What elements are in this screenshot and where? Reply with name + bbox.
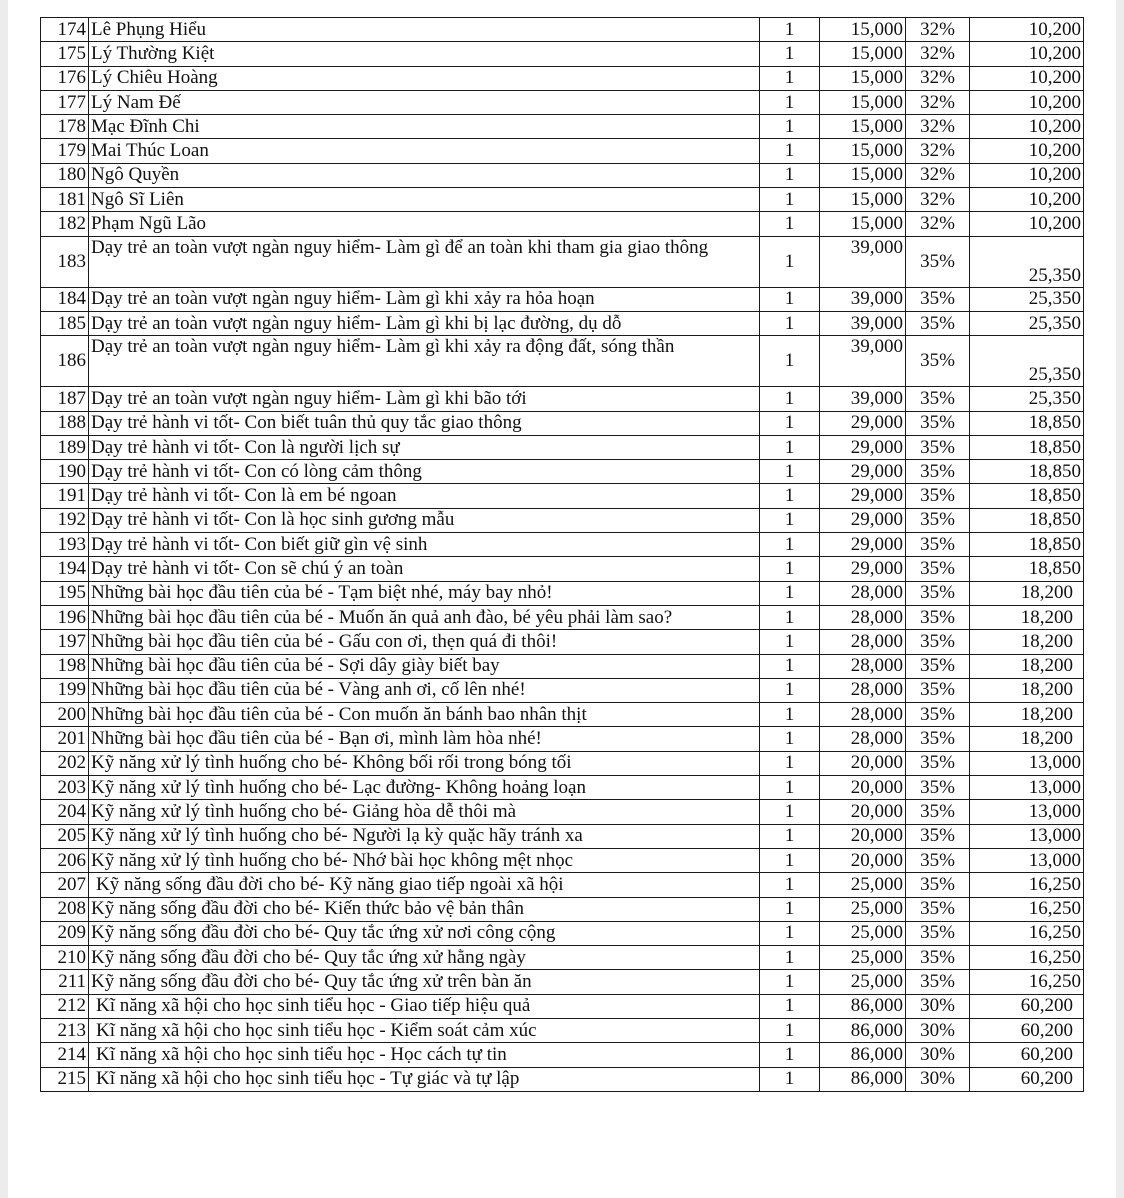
net-price-cell: 10,200: [970, 188, 1084, 212]
list-price-cell: 20,000: [820, 776, 906, 800]
list-price-cell: 15,000: [820, 18, 906, 42]
row-number-cell: 179: [41, 139, 89, 163]
row-number-cell: 212: [41, 994, 89, 1018]
table-row: [41, 236, 1084, 287]
discount-rate-cell: 35%: [906, 824, 970, 848]
row-number-cell: 202: [41, 751, 89, 775]
book-title-cell: Dạy trẻ hành vi tốt- Con có lòng cảm thông: [89, 460, 760, 484]
list-price-cell: 29,000: [820, 484, 906, 508]
net-price-cell: 60,200: [970, 1067, 1084, 1091]
net-price-cell: 16,250: [970, 921, 1084, 945]
quantity-cell: 1: [760, 776, 820, 800]
list-price-cell: 29,000: [820, 508, 906, 532]
quantity-cell: 1: [760, 484, 820, 508]
quantity-cell: 1: [760, 311, 820, 335]
list-price-cell: 28,000: [820, 630, 906, 654]
book-title-cell: Dạy trẻ an toàn vượt ngàn nguy hiểm- Làm gì khi bão tới: [89, 387, 760, 411]
list-price-cell: 39,000: [820, 336, 906, 387]
discount-rate-cell: 30%: [906, 994, 970, 1018]
table-row: [41, 727, 1084, 751]
quantity-cell: 1: [760, 115, 820, 139]
book-title-cell: Dạy trẻ an toàn vượt ngàn nguy hiểm- Làm gì khi bị lạc đường, dụ dỗ: [89, 311, 760, 335]
discount-rate-cell: 35%: [906, 897, 970, 921]
quantity-cell: 1: [760, 946, 820, 970]
list-price-cell: 20,000: [820, 751, 906, 775]
net-price-cell: 10,200: [970, 66, 1084, 90]
book-title-cell: Dạy trẻ an toàn vượt ngàn nguy hiểm- Làm gì khi xảy ra động đất, sóng thần: [89, 336, 760, 387]
book-title-cell: Kỹ năng sống đầu đời cho bé- Kiến thức bảo vệ bản thân: [89, 897, 760, 921]
discount-rate-cell: 32%: [906, 18, 970, 42]
row-number-cell: 209: [41, 921, 89, 945]
discount-rate-cell: 35%: [906, 654, 970, 678]
table-row: [41, 336, 1084, 387]
table-row: [41, 848, 1084, 872]
table-row: [41, 751, 1084, 775]
quantity-cell: 1: [760, 411, 820, 435]
list-price-cell: 29,000: [820, 435, 906, 459]
list-price-cell: 15,000: [820, 66, 906, 90]
discount-rate-cell: 35%: [906, 581, 970, 605]
table-row: [41, 776, 1084, 800]
quantity-cell: 1: [760, 800, 820, 824]
book-title-cell: Dạy trẻ hành vi tốt- Con là người lịch sự: [89, 435, 760, 459]
table-row: [41, 703, 1084, 727]
row-number-cell: 181: [41, 188, 89, 212]
book-title-cell: Kỹ năng xử lý tình huống cho bé- Lạc đường- Không hoảng loạn: [89, 776, 760, 800]
discount-rate-cell: 35%: [906, 557, 970, 581]
book-title-cell: Mạc Đĩnh Chi: [89, 115, 760, 139]
book-title-cell: Những bài học đầu tiên của bé - Bạn ơi, mình làm hòa nhé!: [89, 727, 760, 751]
book-title-cell: Phạm Ngũ Lão: [89, 212, 760, 236]
discount-rate-cell: 35%: [906, 533, 970, 557]
row-number-cell: 182: [41, 212, 89, 236]
table-row: [41, 946, 1084, 970]
table-row: [41, 163, 1084, 187]
list-price-cell: 15,000: [820, 115, 906, 139]
book-title-cell: Dạy trẻ hành vi tốt- Con biết giữ gìn vệ sinh: [89, 533, 760, 557]
net-price-cell: 18,200: [970, 581, 1084, 605]
discount-rate-cell: 32%: [906, 66, 970, 90]
quantity-cell: 1: [760, 727, 820, 751]
quantity-cell: 1: [760, 435, 820, 459]
book-title-cell: Lý Thường Kiệt: [89, 42, 760, 66]
discount-rate-cell: 35%: [906, 484, 970, 508]
net-price-cell: 13,000: [970, 800, 1084, 824]
list-price-cell: 29,000: [820, 411, 906, 435]
row-number-cell: 186: [41, 336, 89, 387]
row-number-cell: 189: [41, 435, 89, 459]
row-number-cell: 210: [41, 946, 89, 970]
row-number-cell: 199: [41, 678, 89, 702]
row-number-cell: 194: [41, 557, 89, 581]
net-price-cell: 18,200: [970, 678, 1084, 702]
table-row: [41, 508, 1084, 532]
net-price-cell: 18,850: [970, 533, 1084, 557]
quantity-cell: 1: [760, 654, 820, 678]
table-row: [41, 654, 1084, 678]
quantity-cell: 1: [760, 508, 820, 532]
book-title-cell: Kĩ năng xã hội cho học sinh tiểu học - Học cách tự tin: [89, 1043, 760, 1067]
table-row: [41, 212, 1084, 236]
list-price-cell: 25,000: [820, 946, 906, 970]
book-title-cell: Dạy trẻ hành vi tốt- Con là em bé ngoan: [89, 484, 760, 508]
discount-rate-cell: 32%: [906, 139, 970, 163]
table-row: [41, 557, 1084, 581]
quantity-cell: 1: [760, 921, 820, 945]
table-row: [41, 460, 1084, 484]
table-row: [41, 139, 1084, 163]
row-number-cell: 193: [41, 533, 89, 557]
viewer-right-margin: [1116, 0, 1124, 1198]
list-price-cell: 15,000: [820, 139, 906, 163]
quantity-cell: 1: [760, 897, 820, 921]
discount-rate-cell: 35%: [906, 921, 970, 945]
row-number-cell: 183: [41, 236, 89, 287]
discount-rate-cell: 35%: [906, 751, 970, 775]
row-number-cell: 195: [41, 581, 89, 605]
discount-rate-cell: 35%: [906, 508, 970, 532]
book-title-cell: Kỹ năng sống đầu đời cho bé- Quy tắc ứng xử hằng ngày: [89, 946, 760, 970]
book-title-cell: Mai Thúc Loan: [89, 139, 760, 163]
discount-rate-cell: 30%: [906, 1067, 970, 1091]
net-price-cell: 16,250: [970, 873, 1084, 897]
table-row: [41, 387, 1084, 411]
list-price-cell: 86,000: [820, 1067, 906, 1091]
table-row: [41, 90, 1084, 114]
net-price-cell: 18,850: [970, 411, 1084, 435]
table-row: [41, 533, 1084, 557]
row-number-cell: 206: [41, 848, 89, 872]
discount-rate-cell: 35%: [906, 435, 970, 459]
book-title-cell: Lý Nam Đế: [89, 90, 760, 114]
quantity-cell: 1: [760, 460, 820, 484]
net-price-cell: 13,000: [970, 751, 1084, 775]
quantity-cell: 1: [760, 66, 820, 90]
book-title-cell: Ngô Sĩ Liên: [89, 188, 760, 212]
table-row: [41, 897, 1084, 921]
net-price-cell: 13,000: [970, 776, 1084, 800]
quantity-cell: 1: [760, 703, 820, 727]
list-price-cell: 28,000: [820, 727, 906, 751]
net-price-cell: 25,350: [970, 287, 1084, 311]
quantity-cell: 1: [760, 848, 820, 872]
table-row: [41, 115, 1084, 139]
net-price-cell: 18,200: [970, 630, 1084, 654]
list-price-cell: 28,000: [820, 654, 906, 678]
discount-rate-cell: 35%: [906, 678, 970, 702]
net-price-cell: 13,000: [970, 848, 1084, 872]
quantity-cell: 1: [760, 212, 820, 236]
net-price-cell: 10,200: [970, 115, 1084, 139]
list-price-cell: 86,000: [820, 994, 906, 1018]
discount-rate-cell: 32%: [906, 188, 970, 212]
discount-rate-cell: 32%: [906, 212, 970, 236]
list-price-cell: 86,000: [820, 1018, 906, 1042]
row-number-cell: 201: [41, 727, 89, 751]
row-number-cell: 205: [41, 824, 89, 848]
net-price-cell: 25,350: [970, 387, 1084, 411]
net-price-cell: 25,350: [970, 336, 1084, 387]
book-title-cell: Lý Chiêu Hoàng: [89, 66, 760, 90]
book-title-cell: Dạy trẻ hành vi tốt- Con sẽ chú ý an toàn: [89, 557, 760, 581]
quantity-cell: 1: [760, 678, 820, 702]
discount-rate-cell: 35%: [906, 605, 970, 629]
table-row: [41, 1018, 1084, 1042]
list-price-cell: 28,000: [820, 581, 906, 605]
list-price-cell: 20,000: [820, 824, 906, 848]
discount-rate-cell: 32%: [906, 163, 970, 187]
row-number-cell: 190: [41, 460, 89, 484]
book-title-cell: Những bài học đầu tiên của bé - Vàng anh ơi, cố lên nhé!: [89, 678, 760, 702]
net-price-cell: 60,200: [970, 1018, 1084, 1042]
book-title-cell: Những bài học đầu tiên của bé - Tạm biệt nhé, máy bay nhỏ!: [89, 581, 760, 605]
quantity-cell: 1: [760, 90, 820, 114]
quantity-cell: 1: [760, 139, 820, 163]
row-number-cell: 198: [41, 654, 89, 678]
net-price-cell: 18,850: [970, 557, 1084, 581]
quantity-cell: 1: [760, 533, 820, 557]
list-price-cell: 25,000: [820, 897, 906, 921]
net-price-cell: 16,250: [970, 970, 1084, 994]
discount-rate-cell: 35%: [906, 460, 970, 484]
row-number-cell: 196: [41, 605, 89, 629]
net-price-cell: 10,200: [970, 212, 1084, 236]
list-price-cell: 29,000: [820, 557, 906, 581]
quantity-cell: 1: [760, 336, 820, 387]
book-title-cell: Kỹ năng sống đầu đời cho bé- Quy tắc ứng xử trên bàn ăn: [89, 970, 760, 994]
net-price-cell: 18,200: [970, 605, 1084, 629]
list-price-cell: 15,000: [820, 42, 906, 66]
row-number-cell: 188: [41, 411, 89, 435]
table-row: [41, 824, 1084, 848]
table-row: [41, 678, 1084, 702]
list-price-cell: 39,000: [820, 311, 906, 335]
list-price-cell: 39,000: [820, 236, 906, 287]
row-number-cell: 214: [41, 1043, 89, 1067]
table-row: [41, 411, 1084, 435]
quantity-cell: 1: [760, 287, 820, 311]
net-price-cell: 13,000: [970, 824, 1084, 848]
book-title-cell: Kỹ năng sống đầu đời cho bé- Quy tắc ứng xử nơi công cộng: [89, 921, 760, 945]
quantity-cell: 1: [760, 18, 820, 42]
net-price-cell: 18,850: [970, 484, 1084, 508]
table-row: [41, 188, 1084, 212]
table-row: [41, 630, 1084, 654]
quantity-cell: 1: [760, 581, 820, 605]
discount-rate-cell: 35%: [906, 848, 970, 872]
row-number-cell: 192: [41, 508, 89, 532]
list-price-cell: 15,000: [820, 90, 906, 114]
quantity-cell: 1: [760, 1067, 820, 1091]
quantity-cell: 1: [760, 163, 820, 187]
discount-rate-cell: 32%: [906, 90, 970, 114]
discount-rate-cell: 35%: [906, 630, 970, 654]
list-price-cell: 28,000: [820, 703, 906, 727]
book-title-cell: Những bài học đầu tiên của bé - Sợi dây giày biết bay: [89, 654, 760, 678]
list-price-cell: 15,000: [820, 212, 906, 236]
book-title-cell: Những bài học đầu tiên của bé - Gấu con ơi, thẹn quá đi thôi!: [89, 630, 760, 654]
row-number-cell: 177: [41, 90, 89, 114]
quantity-cell: 1: [760, 751, 820, 775]
list-price-cell: 25,000: [820, 873, 906, 897]
book-title-cell: Kỹ năng sống đầu đời cho bé- Kỹ năng giao tiếp ngoài xã hội: [89, 873, 760, 897]
net-price-cell: 10,200: [970, 90, 1084, 114]
discount-rate-cell: 35%: [906, 387, 970, 411]
book-title-cell: Những bài học đầu tiên của bé - Con muốn ăn bánh bao nhân thịt: [89, 703, 760, 727]
table-row: [41, 484, 1084, 508]
net-price-cell: 10,200: [970, 18, 1084, 42]
quantity-cell: 1: [760, 236, 820, 287]
discount-rate-cell: 35%: [906, 311, 970, 335]
discount-rate-cell: 35%: [906, 703, 970, 727]
discount-rate-cell: 30%: [906, 1018, 970, 1042]
table-row: [41, 581, 1084, 605]
book-title-cell: Dạy trẻ an toàn vượt ngàn nguy hiểm- Làm gì để an toàn khi tham gia giao thông: [89, 236, 760, 287]
quantity-cell: 1: [760, 557, 820, 581]
table-row: [41, 1067, 1084, 1091]
list-price-cell: 29,000: [820, 460, 906, 484]
discount-rate-cell: 35%: [906, 946, 970, 970]
discount-rate-cell: 35%: [906, 287, 970, 311]
row-number-cell: 178: [41, 115, 89, 139]
discount-rate-cell: 30%: [906, 1043, 970, 1067]
discount-rate-cell: 35%: [906, 336, 970, 387]
book-title-cell: Dạy trẻ hành vi tốt- Con biết tuân thủ quy tắc giao thông: [89, 411, 760, 435]
list-price-cell: 28,000: [820, 605, 906, 629]
row-number-cell: 213: [41, 1018, 89, 1042]
book-title-cell: Lê Phụng Hiểu: [89, 18, 760, 42]
list-price-cell: 20,000: [820, 848, 906, 872]
net-price-cell: 25,350: [970, 311, 1084, 335]
row-number-cell: 204: [41, 800, 89, 824]
book-title-cell: Dạy trẻ hành vi tốt- Con là học sinh gương mẫu: [89, 508, 760, 532]
net-price-cell: 60,200: [970, 994, 1084, 1018]
quantity-cell: 1: [760, 873, 820, 897]
book-title-cell: Ngô Quyền: [89, 163, 760, 187]
list-price-cell: 28,000: [820, 678, 906, 702]
table-row: [41, 921, 1084, 945]
quantity-cell: 1: [760, 387, 820, 411]
table-row: [41, 435, 1084, 459]
book-title-cell: Kỹ năng xử lý tình huống cho bé- Giảng hòa dễ thôi mà: [89, 800, 760, 824]
discount-rate-cell: 35%: [906, 800, 970, 824]
table-row: [41, 970, 1084, 994]
net-price-cell: 18,850: [970, 508, 1084, 532]
discount-rate-cell: 35%: [906, 776, 970, 800]
row-number-cell: 207: [41, 873, 89, 897]
row-number-cell: 191: [41, 484, 89, 508]
quantity-cell: 1: [760, 605, 820, 629]
row-number-cell: 197: [41, 630, 89, 654]
net-price-cell: 60,200: [970, 1043, 1084, 1067]
table-row: [41, 18, 1084, 42]
table-row: [41, 800, 1084, 824]
discount-rate-cell: 32%: [906, 115, 970, 139]
quantity-cell: 1: [760, 1043, 820, 1067]
row-number-cell: 176: [41, 66, 89, 90]
net-price-cell: 16,250: [970, 897, 1084, 921]
net-price-cell: 25,350: [970, 236, 1084, 287]
table-row: [41, 1043, 1084, 1067]
quantity-cell: 1: [760, 1018, 820, 1042]
net-price-cell: 10,200: [970, 163, 1084, 187]
row-number-cell: 185: [41, 311, 89, 335]
quantity-cell: 1: [760, 630, 820, 654]
row-number-cell: 180: [41, 163, 89, 187]
quantity-cell: 1: [760, 188, 820, 212]
discount-rate-cell: 35%: [906, 873, 970, 897]
net-price-cell: 18,200: [970, 703, 1084, 727]
list-price-cell: 15,000: [820, 163, 906, 187]
row-number-cell: 175: [41, 42, 89, 66]
row-number-cell: 184: [41, 287, 89, 311]
table-row: [41, 994, 1084, 1018]
row-number-cell: 174: [41, 18, 89, 42]
discount-rate-cell: 35%: [906, 727, 970, 751]
discount-rate-cell: 32%: [906, 42, 970, 66]
net-price-cell: 10,200: [970, 42, 1084, 66]
list-price-cell: 29,000: [820, 533, 906, 557]
discount-rate-cell: 35%: [906, 970, 970, 994]
table-row: [41, 605, 1084, 629]
quantity-cell: 1: [760, 42, 820, 66]
quantity-cell: 1: [760, 824, 820, 848]
row-number-cell: 187: [41, 387, 89, 411]
book-title-cell: Kỹ năng xử lý tình huống cho bé- Không bối rối trong bóng tối: [89, 751, 760, 775]
row-number-cell: 215: [41, 1067, 89, 1091]
table-row: [41, 42, 1084, 66]
net-price-cell: 18,200: [970, 654, 1084, 678]
book-title-cell: Kĩ năng xã hội cho học sinh tiểu học - Giao tiếp hiệu quả: [89, 994, 760, 1018]
discount-rate-cell: 35%: [906, 236, 970, 287]
net-price-cell: 10,200: [970, 139, 1084, 163]
list-price-cell: 25,000: [820, 970, 906, 994]
discount-rate-cell: 35%: [906, 411, 970, 435]
row-number-cell: 211: [41, 970, 89, 994]
book-title-cell: Kỹ năng xử lý tình huống cho bé- Nhớ bài học không mệt nhọc: [89, 848, 760, 872]
net-price-cell: 16,250: [970, 946, 1084, 970]
list-price-cell: 86,000: [820, 1043, 906, 1067]
list-price-cell: 39,000: [820, 287, 906, 311]
table-row: [41, 287, 1084, 311]
table-body: [41, 18, 1084, 1092]
row-number-cell: 208: [41, 897, 89, 921]
row-number-cell: 203: [41, 776, 89, 800]
table-row: [41, 66, 1084, 90]
quantity-cell: 1: [760, 970, 820, 994]
net-price-cell: 18,850: [970, 435, 1084, 459]
list-price-cell: 20,000: [820, 800, 906, 824]
list-price-cell: 25,000: [820, 921, 906, 945]
net-price-cell: 18,200: [970, 727, 1084, 751]
book-title-cell: Những bài học đầu tiên của bé - Muốn ăn quả anh đào, bé yêu phải làm sao?: [89, 605, 760, 629]
net-price-cell: 18,850: [970, 460, 1084, 484]
table-row: [41, 873, 1084, 897]
book-title-cell: Dạy trẻ an toàn vượt ngàn nguy hiểm- Làm gì khi xảy ra hỏa hoạn: [89, 287, 760, 311]
list-price-cell: 15,000: [820, 188, 906, 212]
book-title-cell: Kĩ năng xã hội cho học sinh tiểu học - Tự giác và tự lập: [89, 1067, 760, 1091]
row-number-cell: 200: [41, 703, 89, 727]
book-price-table: [40, 17, 1084, 1092]
viewer-left-margin: [0, 0, 8, 1198]
book-title-cell: Kĩ năng xã hội cho học sinh tiểu học - Kiểm soát cảm xúc: [89, 1018, 760, 1042]
list-price-cell: 39,000: [820, 387, 906, 411]
quantity-cell: 1: [760, 994, 820, 1018]
table-row: [41, 311, 1084, 335]
book-title-cell: Kỹ năng xử lý tình huống cho bé- Người lạ kỳ quặc hãy tránh xa: [89, 824, 760, 848]
